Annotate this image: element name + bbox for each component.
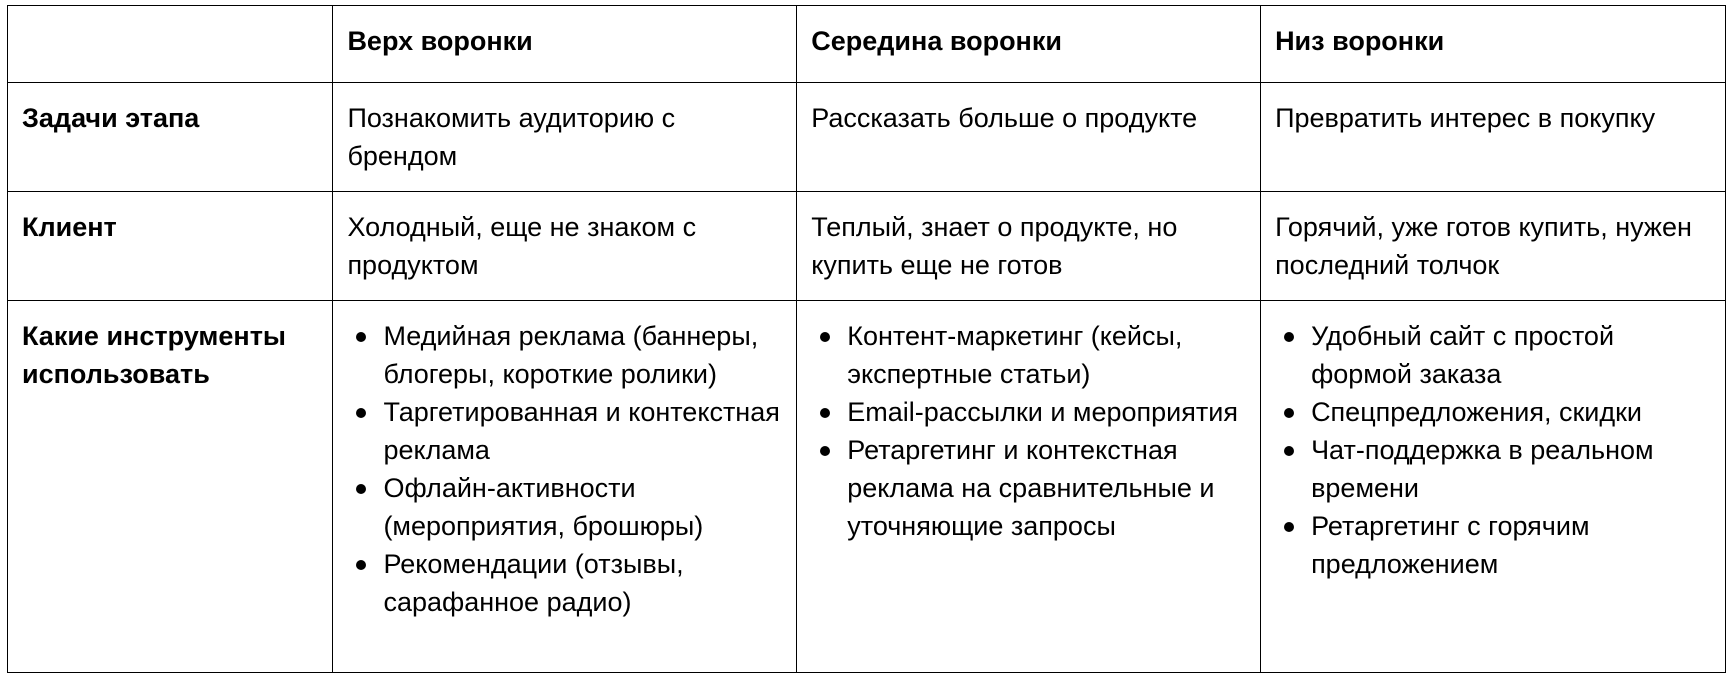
- list-item: Таргетированная и контекстная реклама: [347, 393, 782, 469]
- cell-tools-bottom: [1261, 301, 1726, 673]
- header-cell-top-funnel: Верх воронки: [333, 6, 797, 83]
- funnel-table: [7, 5, 1726, 673]
- cell-tools-middle: [797, 301, 1261, 673]
- header-cell-middle-funnel: Середина воронки: [797, 6, 1261, 83]
- tools-list-top: [347, 317, 782, 621]
- row-label-client: Клиент: [8, 192, 333, 301]
- header-cell-empty: [8, 6, 333, 83]
- list-item: Медийная реклама (баннеры, блогеры, короткие ролики): [347, 317, 782, 393]
- list-item: Email-рассылки и мероприятия: [811, 393, 1246, 431]
- header-row: [8, 6, 1726, 83]
- tools-list-middle: [811, 317, 1246, 545]
- table-row-tasks: [8, 83, 1726, 192]
- list-item: Офлайн-активности (мероприятия, брошюры): [347, 469, 782, 545]
- cell-client-bottom: Горячий, уже готов купить, нужен последний толчок: [1261, 192, 1726, 301]
- row-label-tasks: Задачи этапа: [8, 83, 333, 192]
- list-item: Ретаргетинг с горячим предложением: [1275, 507, 1711, 583]
- cell-client-top: Холодный, еще не знаком с продуктом: [333, 192, 797, 301]
- cell-tasks-bottom: Превратить интерес в покупку: [1261, 83, 1726, 192]
- table-row-tools: [8, 301, 1726, 673]
- table-row-client: [8, 192, 1726, 301]
- row-label-tools: Какие инструменты использовать: [8, 301, 333, 673]
- cell-client-middle: Теплый, знает о продукте, но купить еще не готов: [797, 192, 1261, 301]
- list-item: Ретаргетинг и контекстная реклама на сравнительные и уточняющие запросы: [811, 431, 1246, 545]
- cell-tasks-top: Познакомить аудиторию с брендом: [333, 83, 797, 192]
- cell-tasks-middle: Рассказать больше о продукте: [797, 83, 1261, 192]
- tools-list-bottom: [1275, 317, 1711, 583]
- cell-tools-top: [333, 301, 797, 673]
- list-item: Чат-поддержка в реальном времени: [1275, 431, 1711, 507]
- list-item: Контент-маркетинг (кейсы, экспертные статьи): [811, 317, 1246, 393]
- list-item: Спецпредложения, скидки: [1275, 393, 1711, 431]
- header-cell-bottom-funnel: Низ воронки: [1261, 6, 1726, 83]
- list-item: Удобный сайт с простой формой заказа: [1275, 317, 1711, 393]
- list-item: Рекомендации (отзывы, сарафанное радио): [347, 545, 782, 621]
